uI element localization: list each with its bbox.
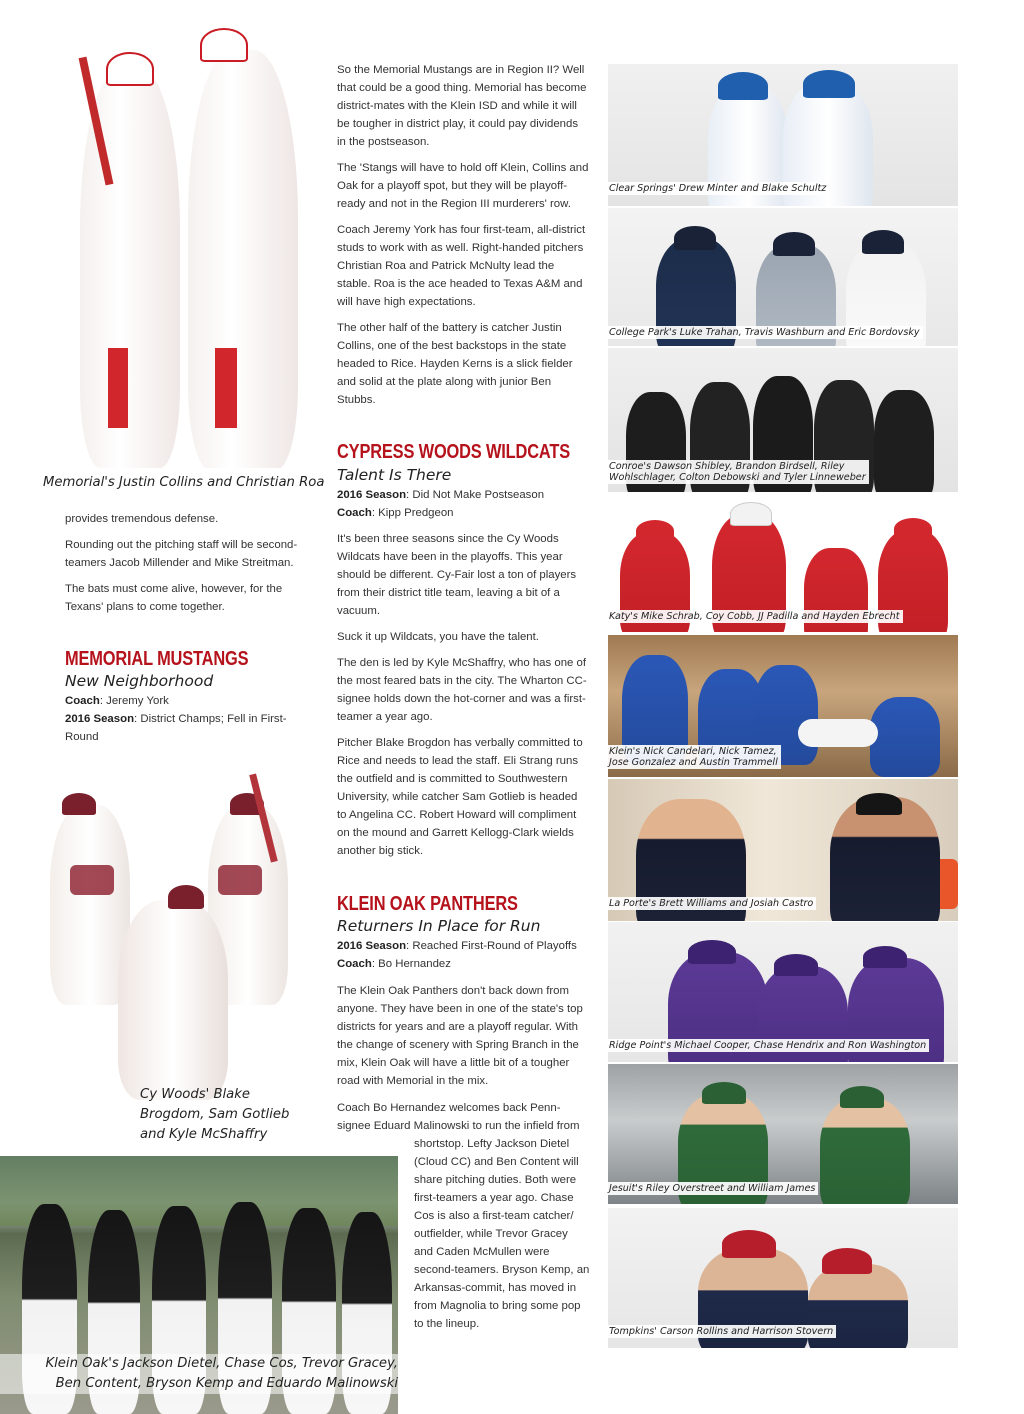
story-line: signee Eduard Malinowski to run the infield from	[337, 1120, 580, 1132]
memorial-subheading: New Neighborhood	[65, 672, 214, 690]
memorial-players-photo	[60, 28, 310, 468]
cypress-meta	[337, 486, 587, 522]
story-line: to the lineup.	[414, 1318, 480, 1330]
clearsprings-caption	[606, 182, 829, 195]
story-line: (Cloud CC) and Ben Content will	[414, 1156, 579, 1168]
cywoods-photo-caption	[140, 1085, 289, 1145]
story-line: outfielder, while Trevor Gracey	[414, 1228, 568, 1240]
season-value: : Did Not Make Postseason	[406, 489, 545, 501]
season-value: : District Champs; Fell in First-Round	[65, 713, 287, 743]
caption-line: Cy Woods' Blake	[140, 1087, 250, 1102]
story-line: and Caden McMullen were	[414, 1246, 550, 1258]
left-paragraph: The bats must come alive, however, for the Texans' plans to come together.	[65, 583, 283, 613]
season-label: 2016 Season	[65, 713, 135, 725]
story-paragraph: The den is led by Kyle McShaffry, who has one of the most feared bats in the city. The Wharton CC-signee holds down the hot-corner and was a first-teamer a year ago.	[337, 657, 587, 723]
story-line: from Magnolia to bring some pop	[414, 1300, 581, 1312]
story-line: Cos is also a first-team catcher/	[414, 1210, 574, 1222]
jesuit-caption	[606, 1182, 818, 1195]
story-paragraph: The Klein Oak Panthers don't back down from anyone. They have been in one of the state's top districts for years and are a playoff regular. With the change of scenery with Spring Branch in the mix, Klein Oak will have a little bit of a tougher road with Memorial in the mix.	[337, 985, 583, 1087]
caption-line: College Park's Luke Trahan, Travis Washburn and Eric Bordovsky	[609, 327, 920, 338]
coach-value: : Jeremy York	[99, 695, 169, 707]
season-value: : Reached First-Round of Playoffs	[406, 940, 577, 952]
kleinoak-photo-caption	[0, 1354, 398, 1394]
collegepark-caption	[606, 326, 923, 339]
coach-label: Coach	[337, 507, 372, 519]
katy-caption	[606, 610, 903, 623]
coach-label: Coach	[337, 958, 372, 970]
memorial-story-text	[337, 61, 589, 417]
season-label: 2016 Season	[337, 940, 407, 952]
klein-caption	[606, 745, 781, 769]
story-paragraph: Pitcher Blake Brogdon has verbally committed to Rice and needs to lead the staff. Eli Strang runs the outfield and is committed to Southwestern University, while catcher Sam Gotlieb is headed to Angelina CC. Robert Howard will compliment on the mound and Garrett Kellogg-Clark wields another big stick.	[337, 737, 583, 857]
story-line: second-teamers. Bryson Kemp, an	[414, 1264, 590, 1276]
story-line: share pitching duties. Both were	[414, 1174, 577, 1186]
caption-line: Katy's Mike Schrab, Coy Cobb, JJ Padilla and Hayden Ebrecht	[609, 611, 900, 622]
caption-line: Ridge Point's Michael Cooper, Chase Hendrix and Ron Washington	[609, 1040, 927, 1051]
story-paragraph: The other half of the battery is catcher Justin Collins, one of the best backstops in the state headed to Rice. Hayden Kerns is a slick fielder and solid at the plate along with junior Ben Stubbs.	[337, 322, 573, 406]
season-label: 2016 Season	[337, 489, 407, 501]
left-column-text	[65, 510, 305, 624]
kleinoak-heading: KLEIN OAK PANTHERS	[337, 893, 518, 915]
caption-line: Jose Gonzalez and Austin Trammell	[609, 757, 778, 768]
story-line: Coach Bo Hernandez welcomes back Penn-	[337, 1102, 561, 1114]
caption-line: Jesuit's Riley Overstreet and William James	[609, 1183, 816, 1194]
story-paragraph: It's been three seasons since the Cy Woods Wildcats have been in the playoffs. This year should be different. Cy-Fair lost a ton of players from their district title team, leaving a bit of a vacuum.	[337, 533, 577, 617]
conroe-caption	[606, 460, 869, 484]
coach-value: : Bo Hernandez	[371, 958, 451, 970]
laporte-caption	[606, 897, 816, 910]
caption-line: and Kyle McShaffry	[140, 1127, 268, 1142]
story-paragraph: The 'Stangs will have to hold off Klein, Collins and Oak for a playoff spot, but they will be playoff-ready and not in the Region III murderers' row.	[337, 162, 589, 210]
caption-line: Tompkins' Carson Rollins and Harrison Stovern	[609, 1326, 834, 1337]
story-paragraph: Suck it up Wildcats, you have the talent.	[337, 631, 539, 643]
cywoods-players-photo	[40, 765, 310, 1125]
cypress-story-text	[337, 530, 589, 868]
cypress-heading: CYPRESS WOODS WILDCATS	[337, 441, 570, 463]
kleinoak-meta	[337, 937, 587, 973]
ridgepoint-caption	[606, 1039, 929, 1052]
memorial-meta	[65, 692, 300, 746]
memorial-heading: MEMORIAL MUSTANGS	[65, 648, 249, 670]
left-paragraph: Rounding out the pitching staff will be second-teamers Jacob Millender and Mike Streitman.	[65, 539, 298, 569]
kleinoak-story-wrap-narrow	[414, 1135, 590, 1333]
coach-value: : Kipp Predgeon	[371, 507, 454, 519]
story-paragraph: Coach Jeremy York has four first-team, all-district studs to work with as well. Right-handed pitchers Christian Roa and Patrick McNulty lead the stable. Roa is the ace headed to Texas A&M and will have high expectations.	[337, 224, 586, 308]
caption-line: Wohlschlager, Colton Debowski and Tyler Linneweber	[609, 472, 866, 483]
caption-line: Klein's Nick Candelari, Nick Tamez,	[609, 746, 777, 757]
kleinoak-subheading: Returners In Place for Run	[337, 917, 541, 935]
kleinoak-story-wrap-full	[337, 1099, 589, 1135]
caption-line: La Porte's Brett Williams and Josiah Castro	[609, 898, 814, 909]
caption-line: Clear Springs' Drew Minter and Blake Schultz	[609, 183, 827, 194]
left-paragraph: provides tremendous defense.	[65, 513, 219, 525]
tompkins-caption	[606, 1325, 836, 1338]
cypress-subheading: Talent Is There	[337, 466, 452, 484]
story-line: Arkansas-commit, has moved in	[414, 1282, 577, 1294]
caption-line: Conroe's Dawson Shibley, Brandon Birdsell, Riley	[609, 461, 845, 472]
caption-line: Klein Oak's Jackson Dietel, Chase Cos, Trevor Gracey,	[45, 1356, 398, 1371]
memorial-photo-caption: Memorial's Justin Collins and Christian Roa	[43, 475, 325, 490]
story-line: shortstop. Lefty Jackson Dietel	[414, 1138, 570, 1150]
caption-line: Brogdom, Sam Gotlieb	[140, 1107, 290, 1122]
kleinoak-story-text	[337, 982, 589, 1098]
story-line: first-teamers a year ago. Chase	[414, 1192, 574, 1204]
story-paragraph: So the Memorial Mustangs are in Region II? Well that could be a good thing. Memorial has become district-mates with the Klein ISD and while it will be tougher in district play, it could pay dividends in the postseason.	[337, 64, 587, 148]
caption-line: Ben Content, Bryson Kemp and Eduardo Malinowski	[55, 1376, 398, 1391]
coach-label: Coach	[65, 695, 100, 707]
